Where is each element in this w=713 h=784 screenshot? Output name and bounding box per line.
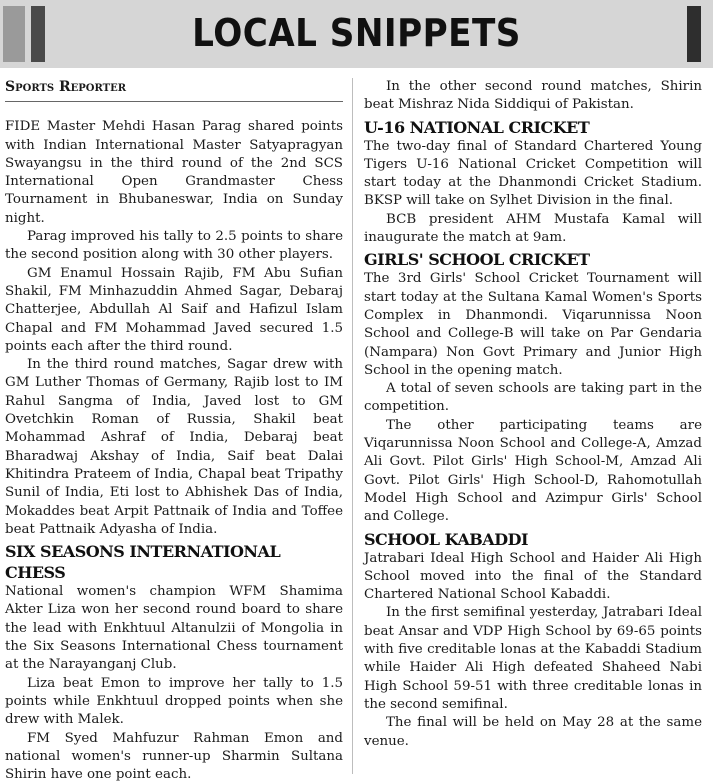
headline-u16-cricket: U-16 NATIONAL CRICKET <box>364 117 702 138</box>
article-paragraph: National women's champion WFM Shamima Akter Liza won her second round board to share the lead with Enkhtuul Altanulzii of Mongolia in the Six Seasons International Chess tournament at the Narayanganj Club. <box>5 583 343 674</box>
article-paragraph: Parag improved his tally to 2.5 points to share the second position along with 30 other players. <box>5 228 343 265</box>
article-paragraph: GM Enamul Hossain Rajib, FM Abu Sufian Shakil, FM Minhazuddin Ahmed Sagar, Debaraj Chatterjee, Abdullah Al Saif and Hafizul Islam Chapal and FM Mohammad Javed secured 1.5 points each after the third round. <box>5 265 343 356</box>
article-paragraph: FM Syed Mahfuzur Rahman Emon and national women's runner-up Sharmin Sultana Shirin have one point each. <box>5 730 343 784</box>
article-paragraph: BCB president AHM Mustafa Kamal will inaugurate the match at 9am. <box>364 211 702 248</box>
article-paragraph: Liza beat Emon to improve her tally to 1.5 points while Enkhtuul dropped points when she drew with Malek. <box>5 675 343 730</box>
article-paragraph: In the third round matches, Sagar drew with GM Luther Thomas of Germany, Rajib lost to IM Rahul Sangma of India, Javed lost to GM Ovetchkin Roman of Russia, Shakil beat Mohammad Ashraf of India, Debaraj beat Bharadwaj Akshay of India, Saif beat Dalai Khitindra Prateem of India, Chapal beat Tripathy Sunil of India, Eti lost to Abhishek Das of India, Mokaddes beat Arpit Pattnaik of India and Toffee beat Pattnaik Adyasha of India. <box>5 356 343 539</box>
article-paragraph: Jatrabari Ideal High School and Haider Ali High School moved into the final of the Standard Chartered National School Kabaddi. <box>364 550 702 605</box>
headline-school-kabaddi: SCHOOL KABADDI <box>364 529 702 550</box>
banner-stripe-right <box>687 6 701 62</box>
right-column <box>364 78 702 751</box>
byline: Sports Reporter <box>5 78 343 102</box>
left-column <box>5 78 343 784</box>
article-paragraph: The two-day final of Standard Chartered Young Tigers U-16 National Cricket Competition will start today at the Dhanmondi Cricket Stadium. BKSP will take on Sylhet Division in the final. <box>364 138 702 211</box>
article-paragraph: The other participating teams are Viqarunnissa Noon School and College-A, Amzad Ali Govt. Pilot Girls' High School-M, Amzad Ali Govt. Pilot Girls' High School-D, Rahomotullah Model High School and Azimpur Girls' School and College. <box>364 417 702 527</box>
section-banner <box>0 0 713 68</box>
article-paragraph: In the first semifinal yesterday, Jatrabari Ideal beat Ansar and VDP High School by 69-65 points with five creditable lonas at the Kabaddi Stadium while Haider Ali High defeated Shaheed Nabi High School 59-51 with three creditable lonas in the second semifinal. <box>364 604 702 714</box>
article-paragraph: A total of seven schools are taking part in the competition. <box>364 380 702 417</box>
headline-six-seasons-chess: SIX SEASONS INTERNATIONAL CHESS <box>5 541 343 583</box>
section-title: LOCAL SNIPPETS <box>36 11 678 55</box>
article-paragraph: In the other second round matches, Shirin beat Mishraz Nida Siddiqui of Pakistan. <box>364 78 702 115</box>
article-paragraph: FIDE Master Mehdi Hasan Parag shared points with Indian International Master Satyapragyan Swayangsu in the third round of the 2nd SCS International Open Grandmaster Chess Tournament in Bhubaneswar, India on Sunday night. <box>5 118 343 228</box>
column-divider <box>352 78 353 774</box>
banner-stripe-light <box>3 6 25 62</box>
article-paragraph: The 3rd Girls' School Cricket Tournament will start today at the Sultana Kamal Women's Sports Complex in Dhanmondi. Viqarunnissa Noon School and College-B will take on Par Gendaria (Nampara) Non Govt Primary and Junior High School in the opening match. <box>364 270 702 380</box>
headline-girls-school-cricket: GIRLS' SCHOOL CRICKET <box>364 249 702 270</box>
article-paragraph: The final will be held on May 28 at the same venue. <box>364 714 702 751</box>
